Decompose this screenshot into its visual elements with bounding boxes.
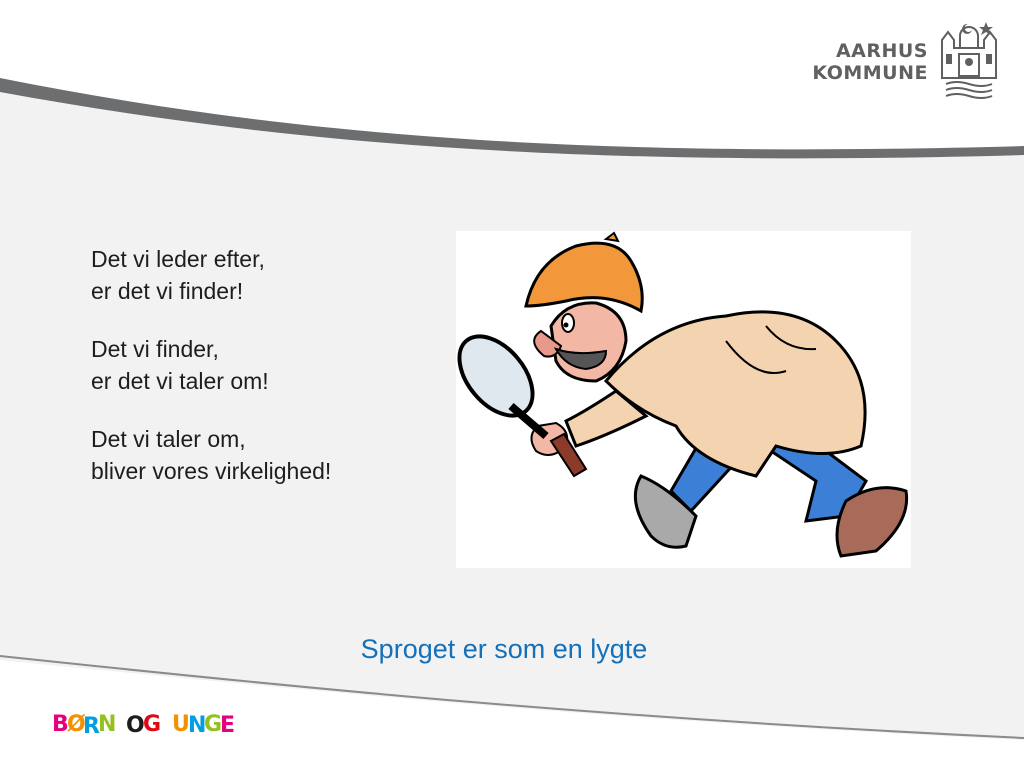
poem-line: er det vi finder! [91, 278, 244, 304]
svg-text:N: N [188, 713, 207, 738]
poem-stanza [91, 243, 431, 307]
svg-text:R: R [83, 714, 100, 739]
aarhus-crest-icon [938, 18, 1000, 106]
poem-line: er det vi taler om! [91, 368, 269, 394]
org-name-line2: KOMMUNE [812, 62, 928, 84]
org-logo-text [812, 40, 928, 84]
svg-text:E: E [220, 713, 236, 738]
born-og-unge-logo-icon [50, 701, 240, 741]
poem-stanza [91, 333, 431, 397]
poem-line: Det vi taler om, [91, 426, 246, 452]
poem-line: bliver vores virkelighed! [91, 458, 332, 484]
svg-text:G: G [143, 712, 162, 737]
svg-text:B: B [52, 712, 69, 737]
detective-with-magnifying-glass-icon [456, 231, 911, 568]
slide-subtitle: Sproget er som en lygte [360, 634, 648, 664]
svg-text:Ø: Ø [67, 712, 86, 737]
detective-illustration [456, 231, 911, 568]
org-name-line1: AARHUS [835, 40, 928, 62]
svg-text:U: U [172, 712, 190, 737]
svg-text:N: N [98, 712, 117, 737]
svg-text:G: G [204, 712, 223, 737]
poem-line: Det vi finder, [91, 336, 219, 362]
poem [91, 243, 431, 513]
poem-line: Det vi leder efter, [91, 246, 265, 272]
poem-stanza [91, 423, 431, 487]
svg-text:O: O [126, 713, 145, 738]
